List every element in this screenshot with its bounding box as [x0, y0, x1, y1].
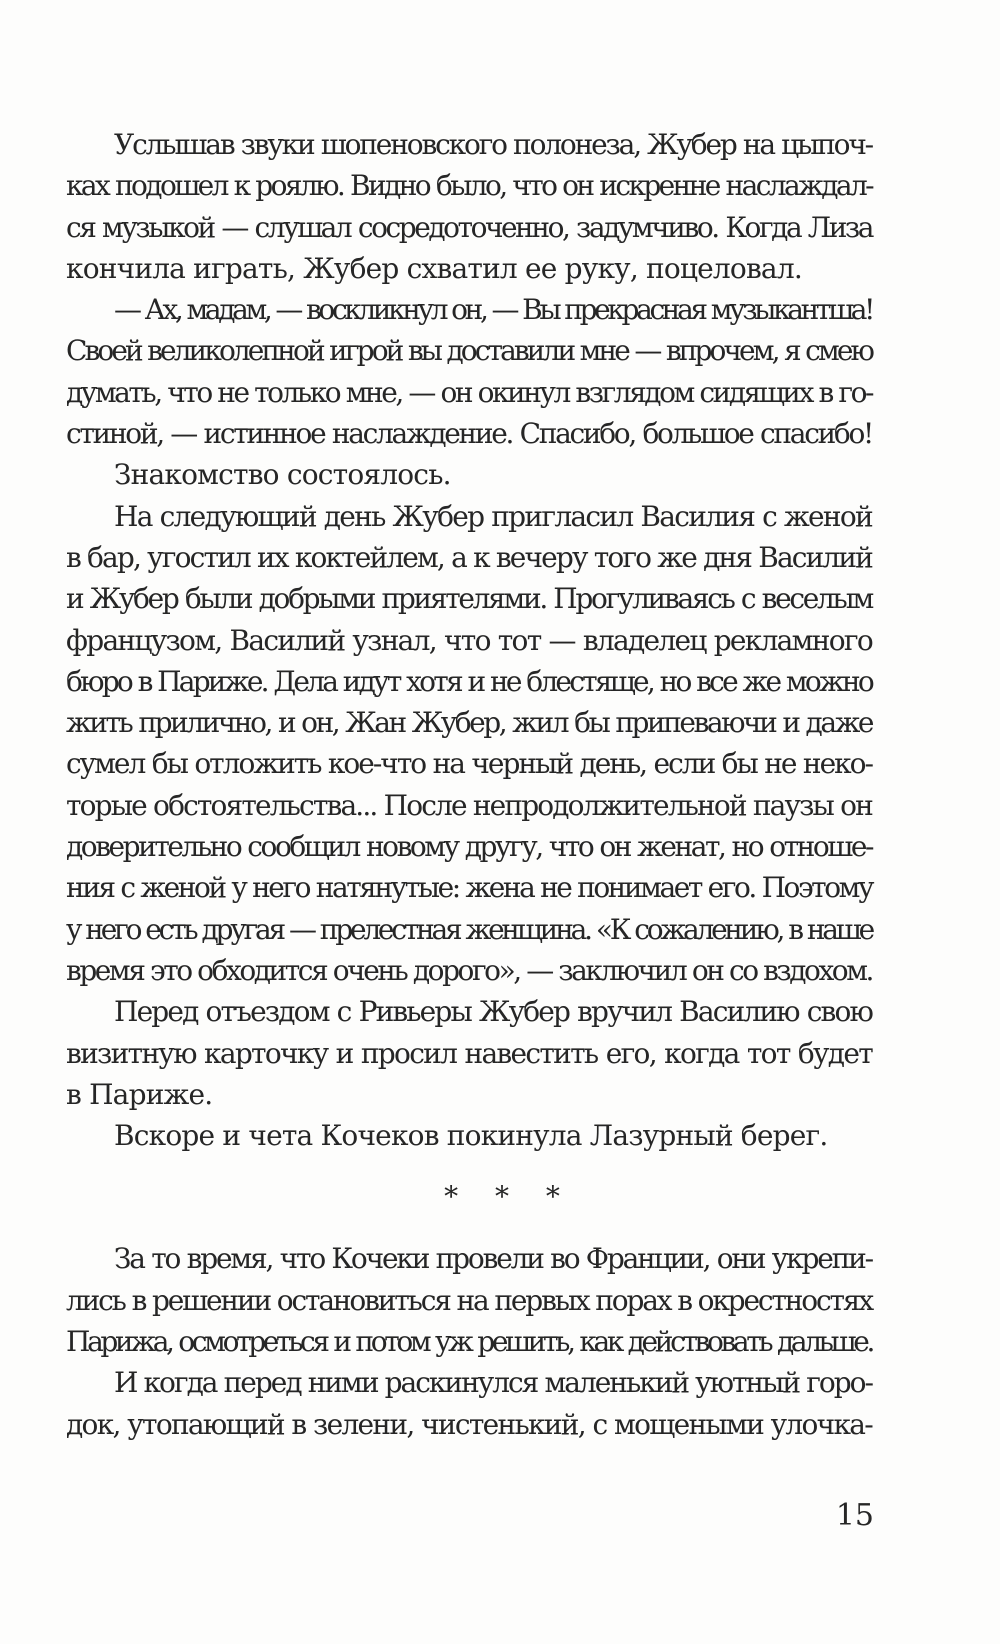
- text-line: думать, что не только мне, — он окинул взглядом сидящих в го-: [66, 375, 872, 409]
- text-line: — Ах, мадам, — воскликнул он, — Вы прекрасная музыкантша!: [114, 293, 872, 327]
- text-line: французом, Василий узнал, что тот — владелец рекламного: [66, 623, 872, 657]
- text-line: Вскоре и чета Кочеков покинула Лазурный берег.: [114, 1119, 828, 1153]
- text-line: торые обстоятельства... После непродолжительной паузы он: [66, 788, 872, 822]
- text-line: время это обходится очень дорого», — заключил он со вздохом.: [66, 953, 872, 987]
- text-line: И когда перед ними раскинулся маленький уютный горо-: [114, 1366, 872, 1400]
- text-line: кончила играть, Жубер схватил ее руку, поцеловал.: [66, 251, 802, 285]
- text-line: Перед отъездом с Ривьеры Жубер вручил Василию свою: [114, 995, 872, 1029]
- text-line: стиной, — истинное наслаждение. Спасибо, большое спасибо!: [66, 417, 872, 451]
- text-line: За то время, что Кочеки провели во Франции, они укрепи-: [114, 1242, 872, 1276]
- text-line: в Париже.: [66, 1077, 213, 1111]
- text-line: бюро в Париже. Дела идут хотя и не блестяще, но все же можно: [66, 664, 872, 698]
- text-line: лись в решении остановиться на первых порах в окрестностях: [66, 1283, 872, 1317]
- text-line: доверительно сообщил новому другу, что он женат, но отноше-: [66, 830, 872, 864]
- text-line: визитную карточку и просил навестить его, когда тот будет: [66, 1036, 872, 1070]
- text-line: у него есть другая — прелестная женщина. «К сожалению, в наше: [66, 912, 872, 946]
- text-line: ния с женой у него натянутые: жена не понимает его. Поэтому: [66, 871, 872, 905]
- text-line: На следующий день Жубер пригласил Василия с женой: [114, 499, 872, 533]
- text-line: ся музыкой — слушал сосредоточенно, задумчиво. Когда Лиза: [66, 210, 872, 244]
- text-line: Парижа, осмотреться и потом уж решить, как действовать дальше.: [66, 1325, 872, 1359]
- text-line: в бар, угостил их коктейлем, а к вечеру того же дня Василий: [66, 540, 872, 574]
- text-line: и Жубер были добрыми приятелями. Прогуливаясь с веселым: [66, 582, 872, 616]
- text-line: жить прилично, и он, Жан Жубер, жил бы припеваючи и даже: [66, 706, 872, 740]
- text-line: Услышав звуки шопеновского полонеза, Жубер на цыпоч-: [114, 128, 872, 161]
- section-separator: * * *: [444, 1180, 574, 1214]
- text-line: Знакомство состоялось.: [114, 458, 451, 492]
- text-line: Своей великолепной игрой вы доставили мне — впрочем, я смею: [66, 334, 872, 368]
- page-number: 15: [835, 1498, 874, 1533]
- text-line: ках подошел к роялю. Видно было, что он искренне наслаждал-: [66, 169, 872, 203]
- text-line: сумел бы отложить кое-что на черный день, если бы не неко-: [66, 747, 872, 781]
- body-text: [66, 124, 872, 1445]
- text-line: док, утопающий в зелени, чистенький, с мощеными улочка-: [66, 1407, 872, 1441]
